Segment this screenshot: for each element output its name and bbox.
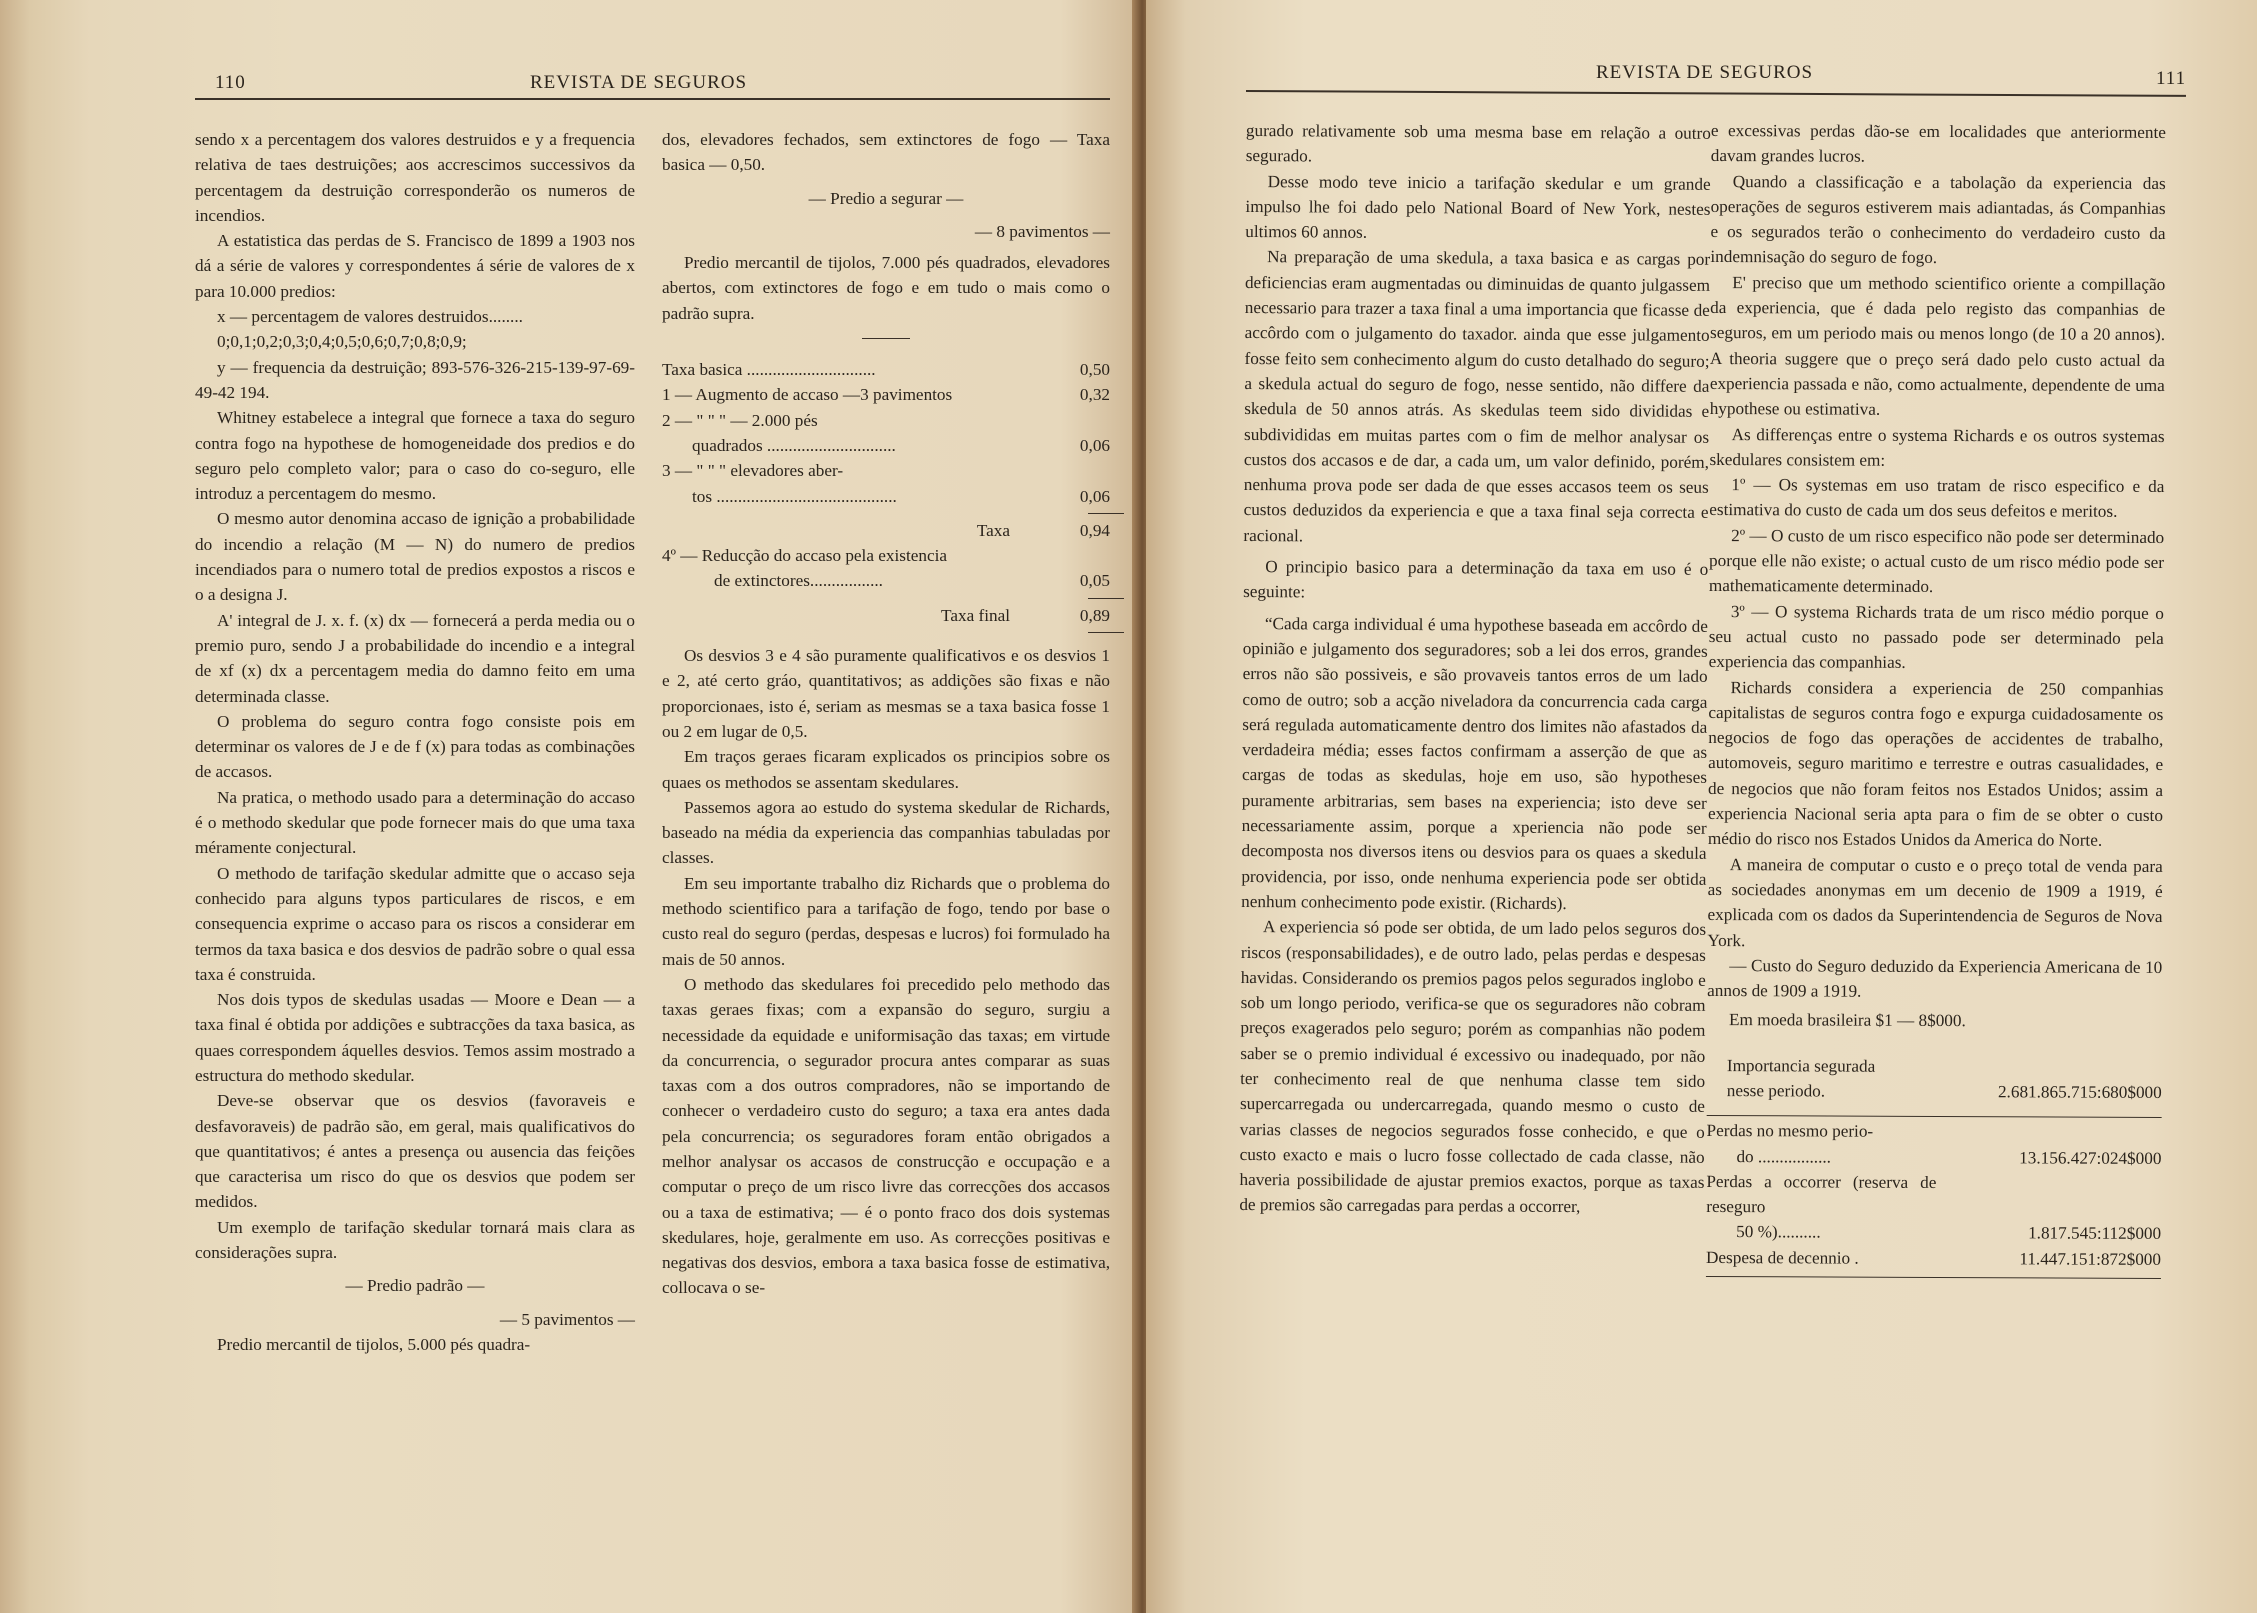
paragraph: x — percentagem de valores destruidos........	[217, 307, 523, 327]
table-value: 13.156.427:024$000	[2019, 1147, 2162, 1168]
right-page	[1146, 0, 2257, 1613]
table-label: de extinctores.................	[714, 571, 883, 591]
paragraph: Quando a classificação e a tabolação da experiencia das operações de seguros estiverem mais adiantadas, ás Companhias e os segurados terão o conhecimento do verdadeiro custo da indemnisação do seguro de fogo.	[1710, 171, 2166, 268]
table-value: 0,50	[1079, 360, 1110, 380]
right-column-1	[1239, 118, 1711, 1221]
paragraph: O problema do seguro contra fogo consiste pois em determinar os valores de J e de f (x) para todas as combinações de accasos.	[195, 711, 635, 782]
table-row	[1706, 1169, 2161, 1222]
paragraph: Os desvios 3 e 4 são puramente qualificativos e os desvios 1 e 2, até certo gráo, quantitativos; as addições são fixas e não proporcionaes, isto é, seriam as mesmas se a taxa basica fosse 1 ou 2 em lugar de 0,5.	[662, 646, 1110, 741]
subheading: — Predio a segurar —	[808, 188, 964, 208]
left-column-1	[195, 127, 635, 1357]
table-label: nesse periodo.	[1726, 1081, 1826, 1101]
paragraph: Na preparação de uma skedula, a taxa basica e as cargas por deficiencias eram augmentadas ou diminuidas de quanto julgassem necessario para trazer a taxa final a uma importancia que ficasse de accôrdo com o julgamento do taxador. ainda que esse julgamento fosse feito sem conhecimento algum do custo detalhado do seguro; a skedula actual do seguro de fogo, nesse sentido, não differe da skedula de 50 annos atrás. As skedulas teem sido divididas e subdivididas em muitas partes com o fim de melhor analysar os custos dos accasos e de dar, a cada um, um valor definido, porém, nenhuma prova pode ser dada de que esses accasos teem os seus custos deduzidos da experiencia e que a taxa final seja correcta e racional.	[1243, 247, 1711, 546]
paragraph: 0;0,1;0,2;0,3;0,4;0,5;0,6;0,7;0,8;0,9;	[217, 332, 467, 352]
table-value: 0,32	[1079, 385, 1110, 405]
table-value: 1.817.545:112$000	[2028, 1223, 2162, 1244]
table-value	[1050, 408, 1110, 433]
table-label: tos ..........................................	[692, 486, 897, 506]
paragraph: O mesmo autor denomina accaso de ignição a probabilidade do incendio a relação (M — N) do numero de predios incendiados para o numero total de predios expostos a riscos e o a designa J.	[195, 509, 635, 605]
table-value: 0,06	[1079, 435, 1110, 455]
left-column-2	[662, 127, 1110, 1301]
table-label: Taxa final	[941, 605, 1010, 625]
paragraph: Deve-se observar que os desvios (favoraveis e desfavoraveis) de padrão são, em geral, mais qualificativos do que quantitativos; é antes a presença ou ausencia das feições que caracterisa um risco do que os desvios que podem ser medidos.	[195, 1091, 635, 1212]
table-row	[1706, 1144, 2161, 1171]
table-label: 2 — " " " — 2.000 pés	[662, 410, 818, 430]
paragraph: e excessivas perdas dão-se em localidades que anteriormente davam grandes lucros.	[1710, 120, 2166, 166]
subheading: — 8 pavimentos —	[974, 221, 1110, 241]
table-label: do .................	[1736, 1146, 1832, 1167]
table-row	[1706, 1245, 2161, 1272]
running-head-right: REVISTA DE SEGUROS	[1596, 62, 1814, 83]
table-value	[1050, 458, 1110, 483]
subheading: — 5 pavimentos —	[499, 1309, 635, 1329]
paragraph: A' integral de J. x. f. (x) dx — fornecerá a perda media ou o premio puro, sendo J a probabilidade do incendio e a integral de xf (x) dx a percentagem media do damno feito em uma determinada classe.	[195, 610, 635, 706]
table-label: Perdas no mesmo perio-	[1706, 1121, 1874, 1141]
table-value: 2.681.865.715:680$000	[1997, 1082, 2162, 1102]
paragraph: Um exemplo de tarifação skedular tornará mais clara as considerações supra.	[195, 1217, 635, 1263]
paragraph: A estatistica das perdas de S. Francisco de 1899 a 1903 nos dá a série de valores y correspondentes á série de valores de x para 10.000 predios:	[195, 231, 635, 301]
paragraph: y — frequencia da destruição; 893-576-326-215-139-97-69-49-42 194.	[195, 357, 635, 402]
paragraph: Whitney estabelece a integral que fornece a taxa do seguro contra fogo na hypothese de homogeneidade dos predios e do seguro pelo completo valor; para o caso do co-seguro, elle introduz a percentagem do mesmo.	[195, 408, 635, 504]
table-value	[1050, 543, 1110, 568]
paragraph: As differenças entre o systema Richards e os outros systemas skedulares consistem em:	[1709, 424, 2165, 470]
table-row	[662, 408, 1110, 433]
right-column-2	[1706, 118, 2166, 1281]
paragraph: Passemos agora ao estudo do systema skedular de Richards, baseado na média da experiencia das companhias tabuladas por classes.	[662, 797, 1110, 868]
sum-rule	[1088, 513, 1124, 514]
table-label: Taxa	[976, 520, 1010, 540]
rate-table	[662, 357, 1110, 633]
table-row	[662, 518, 1110, 543]
paragraph: 1º — Os systemas em uso tratam de risco especifico e da estimativa do custo de cada um dos seus defeitos e meritos.	[1709, 475, 2165, 522]
table-value: 0,06	[1079, 486, 1110, 506]
page-number-left: 110	[215, 72, 246, 93]
paragraph: Predio mercantil de tijolos, 5.000 pés quadra-	[217, 1334, 531, 1354]
table-label: 3 — " " " elevadores aber-	[662, 461, 844, 481]
paragraph: — Custo do Seguro deduzido da Experiencia Americana de 10 annos de 1909 a 1919.	[1707, 955, 2163, 1001]
paragraph: Predio mercantil de tijolos, 7.000 pés quadrados, elevadores abertos, com extinctores de fogo e em tudo o mais como o padrão supra.	[662, 253, 1110, 323]
paragraph: Desse modo teve inicio a tarifação skedular e um grande impulso lhe foi dado pelo National Board of New York, nestes ultimos 60 annos.	[1245, 171, 1711, 242]
paragraph: gurado relativamente sob uma mesma base em relação a outro segurado.	[1245, 120, 1711, 166]
cost-table	[1706, 1053, 2162, 1279]
paragraph: E' preciso que um methodo scientifico oriente a compillação da experiencia, que é dada pelo registo das companhias de seguros, em um periodo mais ou menos longo (de 10 a 20 annos). A theoria suggere que o preço será dado pelo custo actual da experiencia passada e não, como actualmente, dependente de uma hypothese ou estimativa.	[1709, 272, 2166, 420]
paragraph: “Cada carga individual é uma hypothese baseada em accôrdo de opinião e julgamento dos seguradores; sob a lei dos erros, grandes erros não são possiveis, e são provaveis tantos erros de um lado como de outro; sob a acção niveladora da concurrencia cada carga será regulada automaticamente dentro dos limites não afastados da verdadeira média; esses factos confirmam a asserção de que as cargas de todas as skedulas, hoje em uso, são hypotheses puramente arbitrarias, sem bases na experiencia; isto deve ser necessariamente assim, porque a xperiencia não pode ser decomposta nos diversos itens ou desvios para os quaes a skedula providencia, por isso, onde nenhuma experiencia pode ser obtida nenhum conhecimento pode existir. (Richards).	[1241, 613, 1708, 913]
table-label: Despesa de decennio .	[1705, 1247, 1859, 1268]
paragraph: 3º — O systema Richards trata de um risco médio porque o seu actual custo no passado pode ser determinado pela experiencia das companhias.	[1708, 601, 2164, 673]
subheading: — Predio padrão —	[345, 1276, 485, 1296]
sum-rule	[1088, 632, 1124, 633]
table-row	[662, 433, 1110, 458]
table-label: 4º — Reducção do accaso pela existencia	[662, 546, 947, 566]
running-head-left: REVISTA DE SEGUROS	[530, 72, 748, 93]
paragraph: A maneira de computar o custo e o preço total de venda para as sociedades anonymas em um decenio de 1909 a 1919, é explicada com os dados da Superintendencia de Seguros de Nova York.	[1707, 854, 2163, 950]
table-label: Perdas a occorrer (reserva de reseguro	[1706, 1171, 1937, 1217]
table-row	[1707, 1118, 2162, 1145]
table-rule	[1706, 1276, 2161, 1279]
paragraph: Em seu importante trabalho diz Richards que o problema do methodo scientifico para a tarifação de fogo, tendo por base o custo real do seguro (perdas, despesas e lucros) foi formulado ha mais de 50 annos.	[662, 873, 1110, 969]
paragraph: Na pratica, o methodo usado para a determinação do accaso é o methodo skedular que pode fornecer mais do que uma taxa méramente conjectural.	[195, 787, 635, 858]
header-rule-left	[195, 98, 1110, 100]
paragraph: Nos dois typos de skedulas usadas — Moore e Dean — a taxa final é obtida por addições e subtracções da taxa basica, as quaes correspondem áquelles desvios. Temos assim mostrado a estructura do methodo skedular.	[195, 990, 635, 1085]
paragraph: O principio basico para a determinação da taxa em uso é o seguinte:	[1243, 557, 1709, 602]
paragraph: Em traços geraes ficaram explicados os principios sobre os quaes os methodos se assentam skedulares.	[662, 747, 1110, 792]
table-value: 0,05	[1079, 571, 1110, 591]
table-row	[662, 568, 1110, 593]
paragraph: Em moeda brasileira $1 — 8$000.	[1729, 1010, 1966, 1031]
separator-rule	[862, 338, 910, 339]
table-label: quadrados ..............................	[692, 435, 896, 455]
paragraph: O methodo de tarifação skedular admitte que o accaso seja conhecido para alguns typos particulares de riscos, e em consequencia exprime o accaso para os riscos a considerar em termos da taxa basica e dos desvios de padrão sobre o qual essa taxa é construida.	[195, 863, 635, 984]
table-row	[662, 357, 1110, 382]
paragraph: dos, elevadores fechados, sem extinctores de fogo — Taxa basica — 0,50.	[662, 130, 1110, 175]
paragraph: 2º — O custo de um risco especifico não pode ser determinado porque elle não existe; o actual custo de um risco médio pode ser mathematicamente determinado.	[1708, 525, 2165, 597]
table-row	[1707, 1053, 2162, 1080]
table-row	[662, 543, 1110, 568]
table-label: 1 — Augmento de accaso —3 pavimentos	[662, 385, 953, 405]
table-row	[662, 458, 1110, 483]
paragraph: sendo x a percentagem dos valores destruidos e y a frequencia relativa de taes destruições; aos accrescimos successivos da percentagem da destruição corresponderão os numeros de incendios.	[195, 130, 635, 225]
paragraph: O methodo das skedulares foi precedido pelo methodo das taxas geraes fixas; com a expansão do seguro, surgiu a necessidade da equidade e uniformisação das taxas; em virtude da concurrencia, o segurador procura antes comparar as suas taxas com a dos outros compradores, não se importando de conhecer o verdadeiro custo do seguro; a taxa era antes dada pela concurrencia; os seguradores foram então obrigados a melhor analysar os accasos de construcção e occupação e a computar o preço de um risco livre das correcções dos accasos ou a taxa de estimativa; — é o ponto fraco dos dois systemas skedulares, hoje, geralmente em uso. As correcções positivas e negativas dos desvios, embora a taxa basica fosse de estimativa, collocava o se-	[662, 974, 1110, 1298]
table-label: 50 %)..........	[1736, 1222, 1821, 1242]
table-label: Taxa basica ..............................	[662, 360, 876, 380]
table-row	[1707, 1078, 2162, 1105]
table-row	[1706, 1219, 2161, 1246]
table-value: 0,94	[1079, 520, 1110, 540]
paragraph: A experiencia só pode ser obtida, de um lado pelos seguros dos riscos (responsabilidades), e de outro lado, pelas perdas e despesas havidas. Considerando os premios pagos pelos segurados inglobo e sob um longo periodo, verifica-se que os seguradores não cobram preços exagerados pelo seguro; porém as companhias não podem saber se o premio individual é excessivo ou inadequado, por não ter conhecimento real de que nenhuma classe tem sido supercarregada ou undercarregada, quando mesmo o custo de varias classes de negocios segurados fosse conhecido, e que o custo exacto e mais o lucro fosse collectado de cada classe, não haveria possibilidade de ajustar premios exactos, porque as taxas de premios são carregadas para perdas a occorrer,	[1239, 917, 1707, 1217]
header-rule-right	[1246, 90, 2186, 97]
sum-rule	[1088, 598, 1124, 599]
paragraph: Richards considera a experiencia de 250 companhias capitalistas de seguros contra fogo e expurga cuidadosamente os negocios de fogo das operações de accidentes de trabalho, automoveis, seguro maritimo e terrestre e outras casualidades, e de negocios que não foram feitos nos Estados Unidos; assim a experiencia Nacional seria apta para o fim de se obter o custo médio do risco nos Estados Unidos da America do Norte.	[1707, 677, 2164, 851]
table-row	[662, 382, 1110, 407]
table-row	[662, 484, 1110, 509]
table-row	[662, 603, 1110, 628]
page-number-right: 111	[2156, 68, 2187, 89]
table-value: 11.447.151:872$000	[2019, 1249, 2162, 1269]
table-value: 0,89	[1079, 605, 1110, 625]
table-label: Importancia segurada	[1726, 1055, 1876, 1076]
